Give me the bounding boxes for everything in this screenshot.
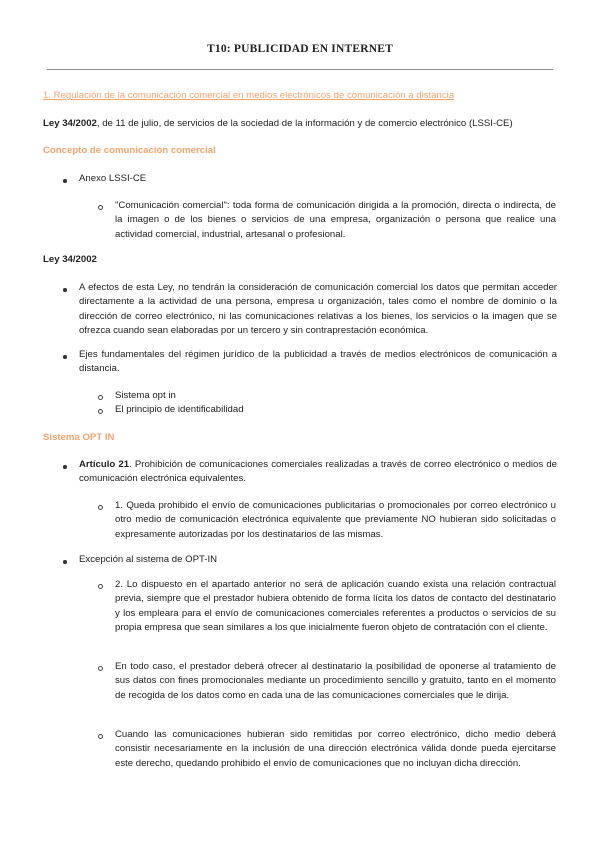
title-divider xyxy=(47,69,553,70)
law-bullet-1: A efectos de esta Ley, no tendrán la consideración de comunicación comercial los datos que permitan acceder directamente a la actividad de una persona, empresa u organización, tales como el nombre de dominio o la dirección de correo electrónico, ni las comunicaciones relativas a los bienes, los servicios o la imagen que se ofrezca cuando sean elaboradas por un tercero y sin contraprestación económica. xyxy=(79,282,557,337)
concept-definition: "Comunicación comercial": toda forma de comunicación dirigida a la promoción, directa o indirecta, de la imagen o de los bienes o servicios de una empresa, organización o persona que realice una actividad comercial, industrial, artesanal o profesional. xyxy=(115,200,556,240)
article-21-text: . Prohibición de comunicaciones comerciales realizadas a través de correo electrónico o medios de comunicación electrónica equivalentes. xyxy=(79,459,557,485)
concept-bullet: Anexo LSSI-CE xyxy=(79,173,147,184)
heading-concept: Concepto de comunicación comercial xyxy=(43,145,216,156)
sub-bullet-dot xyxy=(98,205,103,210)
law-intro xyxy=(43,117,563,131)
exception-optout: En todo caso, el prestador deberá ofrecer al destinatario la posibilidad de oponerse al tratamiento de sus datos con fines promocionales mediante un procedimiento sencillo y gratuito, tanto en el momento de recogida de los datos como en cada una de las comunicaciones comerciales que le dirija. xyxy=(115,661,556,701)
law-intro-name: Ley 34/2002 xyxy=(43,118,97,129)
law-sub-item: Sistema opt in xyxy=(115,390,176,401)
heading-optin: Sistema OPT IN xyxy=(43,432,115,443)
sub-bullet-dot xyxy=(98,666,103,671)
article-21-label: Artículo 21 xyxy=(79,459,130,470)
bullet-dot xyxy=(63,560,67,564)
sub-bullet-dot xyxy=(98,409,103,414)
bullet-dot xyxy=(63,465,67,469)
law-sub-item: El principio de identificabilidad xyxy=(115,404,244,415)
page-title xyxy=(0,43,600,55)
sub-bullet-dot xyxy=(98,584,103,589)
sub-bullet-dot xyxy=(98,505,103,510)
article-21 xyxy=(79,458,557,487)
bullet-dot xyxy=(63,288,67,292)
article-21-point-1: 1. Queda prohibido el envío de comunicaciones publicitarias o promocionales por correo electrónico u otro medio de comunicación electrónica equivalente que previamente NO hubieran sido solicitadas o expresamente autorizadas por los destinatarios de las mismas. xyxy=(115,500,556,540)
exception-email: Cuando las comunicaciones hubieran sido remitidas por correo electrónico, dicho medio deberá consistir necesariamente en la inclusión de una dirección electrónica válida donde pueda ejercitarse este derecho, quedando prohibido el envío de comunicaciones que no incluyan dicha dirección. xyxy=(115,729,556,769)
law-heading: Ley 34/2002 xyxy=(43,254,97,265)
bullet-dot xyxy=(63,179,67,183)
sub-bullet-dot xyxy=(98,734,103,739)
bullet-dot xyxy=(63,355,67,359)
exception-point-2: 2. Lo dispuesto en el apartado anterior no será de aplicación cuando exista una relación contractual previa, siempre que el prestador hubiera obtenido de forma lícita los datos de contacto del destinatario y los empleara para el envío de comunicaciones comerciales referentes a productos o servicios de su propia empresa que sean similares a los que inicialmente fueron objeto de contratación con el cliente. xyxy=(115,579,556,634)
section-link[interactable]: 1. Regulación de la comunicación comercial en medios electrónicos de comunicación a distancia xyxy=(43,90,455,101)
exception-bullet: Excepción al sistema de OPT-IN xyxy=(79,554,218,565)
law-bullet-2: Ejes fundamentales del régimen jurídico de la publicidad a través de medios electrónicos de comunicación a distancia. xyxy=(79,349,557,375)
title-number: T10: xyxy=(207,43,231,55)
title-text: PUBLICIDAD EN INTERNET xyxy=(233,43,393,55)
sub-bullet-dot xyxy=(98,395,103,400)
law-intro-rest: , de 11 de julio, de servicios de la sociedad de la información y de comercio electrónico (LSSI-CE) xyxy=(96,118,513,129)
